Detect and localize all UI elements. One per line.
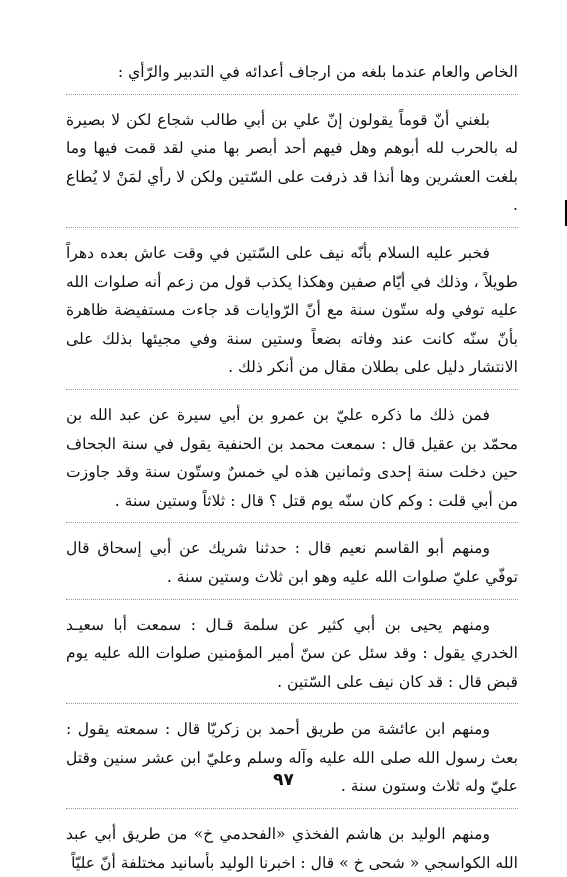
paragraph: ومنهم أبو القاسم نعيم قال : حدثنا شريك عن أبي إسحاق قال توفّي عليّ صلوات الله عليه وهو ابن ثلاث وستين سنة .	[66, 539, 518, 586]
paragraph: فمن ذلك ما ذكره عليّ بن عمرو بن أبي سيرة عن عبد الله بن محمّد بن عقيل قال : سمعت محمد بن الحنفية يقول في سنة الجحاف حين دخلت سنة إحدى وثمانين هذه لي خمسٌ وستّون سنة وقد جاوزت من أبي قلت : وكم كان سنّه يوم قتل ؟ قال : ثلاثاً وستين سنة .	[66, 405, 518, 510]
paragraph-divider	[66, 522, 518, 524]
paragraph: ومنهم ابن عائشة من طريق أحمد بن زكريّا قال : سمعته يقول : بعث رسول الله صلى الله عليه وآله وسلم وعليّ ابن عشر سنين وقتل عليّ وله ثلاث وستون سنة .	[66, 720, 518, 796]
paragraph: ومنهم يحيى بن أبي كثير عن سلمة قـال : سمعت أبا سعيـد الخدري يقول : وقد سئل عن سنّ أمير المؤمنين صلوات الله عليه يوم قبض قال : قد كان نيف على السّتين .	[66, 615, 518, 691]
paragraph-divider	[66, 227, 518, 229]
paragraph: ومنهم الوليد بن هاشم الفخذي «الفحدمي خ» من طريق أبي عبد الله الكواسجي « شحى خ » قال : اخبرنا الوليد بأسانيد مختلفة أنّ عليّاً	[66, 825, 518, 872]
paragraph: فخبر عليه السلام بأنّه نيف على السّتين في وقت عاش بعده دهراً طويلاً ، وذلك في أيّام صفين وهكذا يكذب قول من زعم أنه صلوات الله عليه توفي وله ستّون سنة مع أنّ الرّوايات قد جاءت مستفيضة ظاهرة بأنّ سنّه كانت عند وفاته بضعاً وستين سنة وفي مجيئها بذلك على الانتشار دليل على بطلان مقال من أنكر ذلك .	[66, 243, 518, 377]
paragraph-divider	[66, 599, 518, 601]
page-body	[66, 58, 518, 877]
paragraph-divider	[66, 703, 518, 705]
paragraph-divider	[66, 808, 518, 810]
paragraph-divider	[66, 94, 518, 96]
paragraph-divider	[66, 389, 518, 391]
page-number: ٩٧	[273, 770, 294, 790]
paragraph: الخاص والعام عندما بلغه من ارجاف أعدائه في التدبير والرّأي :	[117, 63, 518, 81]
paragraph: بلغني أنّ قوماً يقولون إنّ علي بن أبي طالب شجاع لكن لا بصيرة له بالحرب لله أبوهم وهل فيهم أحد أبصر بها مني لقد قمت فيها وما بلغت العشرين وها أنذا قد ذرفت على السّتين ولكن لا رأي لمَنْ لا يُطاع .	[66, 110, 518, 215]
